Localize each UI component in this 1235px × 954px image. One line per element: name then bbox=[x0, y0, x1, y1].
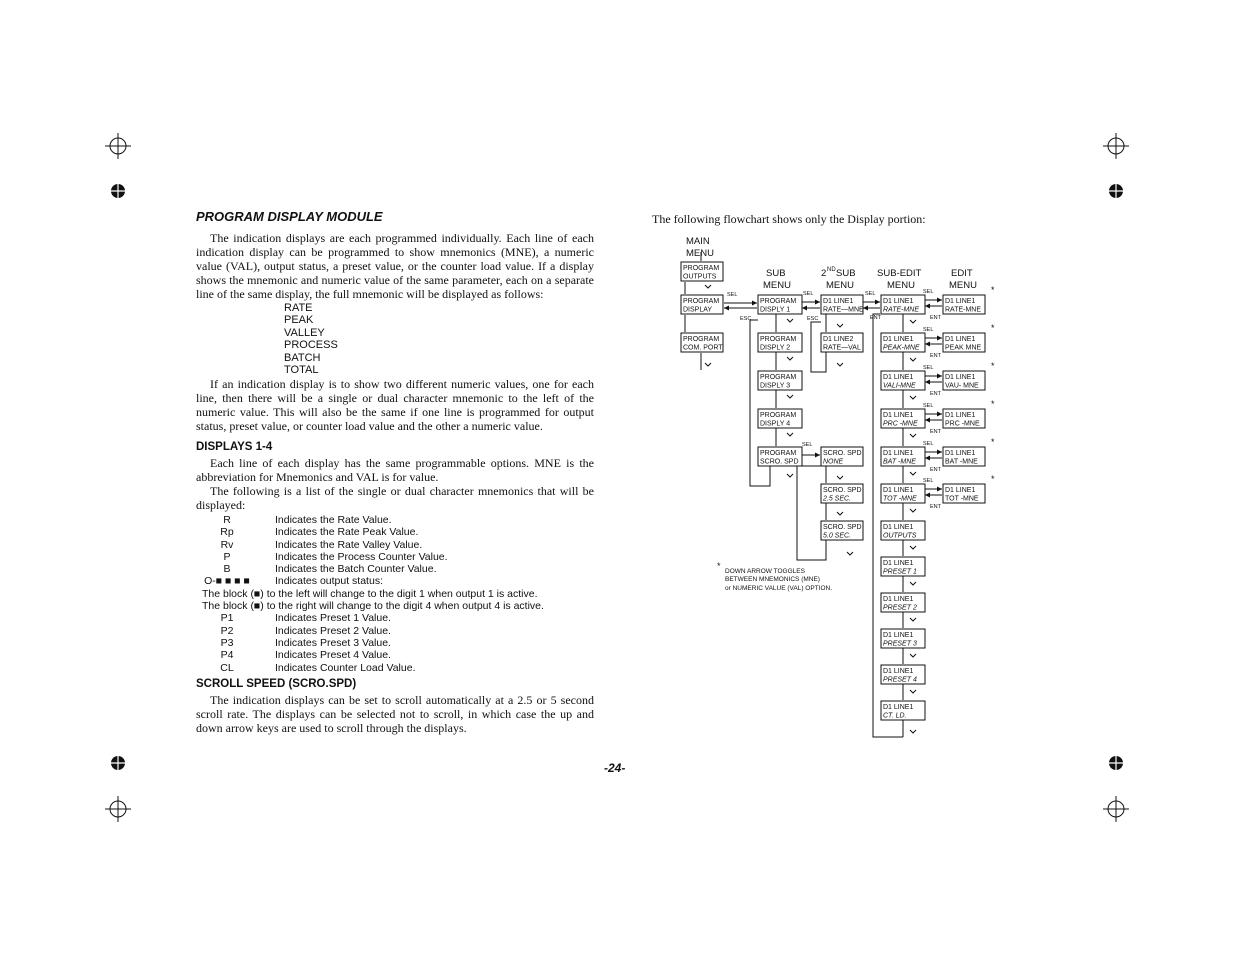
key-label-ent: ENT bbox=[930, 391, 941, 397]
box-line-2: PRESET 1 bbox=[883, 568, 917, 576]
box-line-2: NONE bbox=[823, 458, 844, 466]
second-paragraph: If an indication display is to show two different numeric values, one for each line, then there will be a single or dual character mnemonic to the left of the numeric value. This will also be the same if one line is programmed for output status, preset value, or counter load value and the other a numeric value. bbox=[196, 377, 594, 433]
box-line-1: D1 LINE1 bbox=[883, 336, 914, 343]
box-line-2: DISPLY 4 bbox=[760, 420, 791, 428]
code-cell: B bbox=[223, 563, 231, 576]
key-label-ent: ENT bbox=[870, 315, 881, 321]
box-line-2: DISPLY 2 bbox=[760, 344, 791, 352]
box-line-2: 5.0 SEC. bbox=[823, 532, 852, 540]
footnote-line: DOWN ARROW TOGGLES bbox=[725, 568, 805, 575]
box-line-1: PROGRAM bbox=[683, 298, 720, 305]
down-arrow-icon bbox=[787, 319, 793, 322]
box-line-1: SCRO. SPD bbox=[823, 487, 862, 494]
down-arrow-icon bbox=[705, 285, 711, 288]
down-arrow-icon bbox=[787, 357, 793, 360]
right-arrow-icon bbox=[937, 412, 942, 417]
box-line-1: D1 LINE1 bbox=[883, 374, 914, 381]
box-line-2: BAT -MNE bbox=[883, 458, 916, 466]
key-label-ent: ENT bbox=[930, 467, 941, 473]
column-header: 2 bbox=[821, 268, 827, 279]
column-header: MENU bbox=[763, 280, 791, 291]
box-line-2: PRESET 2 bbox=[883, 604, 917, 612]
scroll-paragraph: The indication displays can be set to scroll automatically at a 2.5 or 5 second scroll rate. The displays can be selected not to scroll, in which case the up and down arrow keys are used to scroll through the displays. bbox=[196, 693, 594, 735]
key-label-ent: ENT bbox=[930, 353, 941, 359]
column-header: MAIN bbox=[686, 236, 710, 247]
connector-line bbox=[797, 466, 826, 560]
column-header: ND bbox=[827, 267, 836, 273]
key-label-sel: SEL bbox=[923, 289, 934, 295]
column-header: EDIT bbox=[951, 268, 973, 279]
key-label-sel: SEL bbox=[865, 291, 876, 297]
box-line-2: 2.5 SEC. bbox=[823, 495, 852, 503]
box-line-2: PEAK MNE bbox=[945, 344, 982, 352]
box-line-2: OUTPUTS bbox=[883, 532, 917, 540]
asterisk-note-marker: * bbox=[991, 399, 995, 409]
down-arrow-icon bbox=[910, 434, 916, 437]
key-label-sel: SEL bbox=[923, 327, 934, 333]
key-label-ent: ENT bbox=[930, 504, 941, 510]
down-arrow-icon bbox=[910, 396, 916, 399]
column-header: MENU bbox=[949, 280, 977, 291]
desc-cell: Indicates Preset 3 Value. bbox=[275, 636, 391, 649]
asterisk-note-marker: * bbox=[991, 323, 995, 333]
box-line-1: D1 LINE1 bbox=[945, 336, 976, 343]
desc-cell: Indicates the Process Counter Value. bbox=[275, 550, 448, 563]
box-line-1: PROGRAM bbox=[760, 450, 797, 457]
down-arrow-icon bbox=[787, 474, 793, 477]
list-item: VALLEY bbox=[284, 326, 325, 339]
box-line-1: D1 LINE1 bbox=[883, 668, 914, 675]
down-arrow-icon bbox=[910, 690, 916, 693]
box-line-2: VAU- MNE bbox=[945, 382, 979, 390]
key-label-ent: ENT bbox=[930, 429, 941, 435]
box-line-2: PRESET 4 bbox=[883, 676, 917, 684]
code-cell: Rv bbox=[220, 538, 234, 551]
right-arrow-icon bbox=[815, 300, 820, 305]
box-line-2: OUTPUTS bbox=[683, 273, 717, 281]
list-item: PROCESS bbox=[284, 339, 338, 352]
box-line-2: COM. PORT bbox=[683, 344, 723, 352]
code-cell: Rp bbox=[220, 526, 234, 539]
down-arrow-icon bbox=[847, 552, 853, 555]
down-arrow-icon bbox=[837, 363, 843, 366]
column-header: MENU bbox=[686, 248, 714, 259]
box-line-1: D1 LINE1 bbox=[883, 298, 914, 305]
asterisk-note-marker: * bbox=[991, 285, 995, 295]
section-heading: DISPLAYS 1-4 bbox=[196, 441, 273, 453]
note-text: The block (■) to the left will change to the digit 1 when output 1 is active. bbox=[202, 587, 538, 600]
box-line-1: SCRO. SPD bbox=[823, 524, 862, 531]
page-number: -24- bbox=[604, 761, 626, 775]
desc-cell: Indicates Counter Load Value. bbox=[275, 661, 416, 674]
right-arrow-icon bbox=[937, 298, 942, 303]
key-label-esc: ESC bbox=[740, 316, 752, 322]
box-line-1: PROGRAM bbox=[683, 265, 720, 272]
left-arrow-icon bbox=[802, 306, 807, 311]
right-arrow-icon bbox=[937, 487, 942, 492]
list-item: BATCH bbox=[284, 351, 321, 364]
box-line-2: DISPLY 3 bbox=[760, 382, 791, 390]
footnote-line: or NUMERIC VALUE (VAL) OPTION. bbox=[725, 585, 833, 592]
code-cell: P3 bbox=[220, 636, 234, 649]
right-arrow-icon bbox=[815, 453, 820, 458]
key-label-sel: SEL bbox=[923, 441, 934, 447]
down-arrow-icon bbox=[910, 472, 916, 475]
down-arrow-icon bbox=[910, 730, 916, 733]
box-line-1: D1 LINE1 bbox=[883, 412, 914, 419]
desc-cell: Indicates the Rate Value. bbox=[275, 514, 392, 526]
box-line-1: PROGRAM bbox=[760, 374, 797, 381]
key-label-esc: ESC bbox=[807, 316, 819, 322]
box-line-1: D1 LINE1 bbox=[945, 412, 976, 419]
key-label-sel: SEL bbox=[802, 442, 813, 448]
list-item: TOTAL bbox=[284, 364, 319, 377]
down-arrow-icon bbox=[837, 476, 843, 479]
desc-cell: Indicates Preset 4 Value. bbox=[275, 649, 391, 662]
left-arrow-icon bbox=[925, 342, 930, 347]
box-line-2: RATE—MNE bbox=[823, 306, 864, 314]
box-line-1: D1 LINE1 bbox=[883, 632, 914, 639]
box-line-1: D1 LINE2 bbox=[823, 336, 854, 343]
box-line-2: PRC -MNE bbox=[945, 420, 980, 428]
code-cell: P1 bbox=[220, 612, 234, 625]
box-line-1: PROGRAM bbox=[683, 336, 720, 343]
code-cell: P4 bbox=[220, 649, 234, 662]
down-arrow-icon bbox=[705, 363, 711, 366]
down-arrow-icon bbox=[910, 320, 916, 323]
desc-cell: Indicates the Rate Peak Value. bbox=[275, 526, 419, 539]
left-arrow-icon bbox=[925, 304, 930, 309]
code-cell: R bbox=[223, 514, 231, 526]
box-line-1: SCRO. SPD bbox=[823, 450, 862, 457]
box-line-2: DISPLAY bbox=[683, 306, 713, 314]
down-arrow-icon bbox=[910, 654, 916, 657]
down-arrow-icon bbox=[837, 324, 843, 327]
box-line-2: PEAK-MNE bbox=[883, 344, 920, 352]
code-cell: CL bbox=[220, 661, 234, 674]
list-item: RATE bbox=[284, 302, 313, 314]
down-arrow-icon bbox=[787, 433, 793, 436]
asterisk-note-marker: * bbox=[991, 437, 995, 447]
code-cell: O-■ ■ ■ ■ bbox=[204, 575, 250, 588]
desc-cell: Indicates output status: bbox=[275, 575, 383, 588]
box-line-2: RATE-MNE bbox=[945, 306, 982, 314]
box-line-1: D1 LINE1 bbox=[945, 450, 976, 457]
box-line-1: PROGRAM bbox=[760, 412, 797, 419]
box-line-1: PROGRAM bbox=[760, 336, 797, 343]
flowchart-intro: The following flowchart shows only the Display portion: bbox=[652, 212, 926, 226]
right-arrow-icon bbox=[937, 336, 942, 341]
down-arrow-icon bbox=[910, 509, 916, 512]
key-label-ent: ENT bbox=[930, 315, 941, 321]
footnote-line: BETWEEN MNEMONICS (MNE) bbox=[725, 576, 820, 583]
box-line-1: D1 LINE1 bbox=[883, 596, 914, 603]
left-arrow-icon bbox=[925, 456, 930, 461]
column-header: SUB-EDIT bbox=[877, 268, 922, 279]
column-header: SUB bbox=[836, 268, 856, 279]
left-arrow-icon bbox=[925, 380, 930, 385]
box-line-1: D1 LINE1 bbox=[883, 524, 914, 531]
box-line-1: D1 LINE1 bbox=[883, 450, 914, 457]
asterisk-note-marker: * bbox=[991, 361, 995, 371]
section-heading: SCROLL SPEED (SCRO.SPD) bbox=[196, 678, 357, 690]
box-line-2: RATE-MNE bbox=[883, 306, 920, 314]
down-arrow-icon bbox=[910, 546, 916, 549]
box-line-1: D1 LINE1 bbox=[883, 487, 914, 494]
box-line-1: D1 LINE1 bbox=[945, 298, 976, 305]
asterisk-note-marker: * bbox=[991, 474, 995, 484]
desc-cell: Indicates the Batch Counter Value. bbox=[275, 563, 437, 576]
box-line-2: BAT -MNE bbox=[945, 458, 978, 466]
key-label-sel: SEL bbox=[923, 365, 934, 371]
list-item: PEAK bbox=[284, 314, 314, 327]
box-line-1: D1 LINE1 bbox=[945, 487, 976, 494]
box-line-1: D1 LINE1 bbox=[883, 560, 914, 567]
code-cell: P bbox=[223, 550, 231, 563]
left-arrow-icon bbox=[925, 418, 930, 423]
key-label-sel: SEL bbox=[923, 403, 934, 409]
intro-paragraph: The indication displays are each programmed individually. Each line of each indication display can be programmed to show mnemonics (MNE), a numeric value (VAL), output status, a preset value, or the counter load value. If a display shows the mnemonic and numeric value of the same parameter, each on a separate line of the same display, the full mnemonic will be displayed as follows: bbox=[196, 231, 594, 301]
box-line-2: TOT -MNE bbox=[945, 495, 979, 503]
code-cell: P2 bbox=[220, 624, 234, 637]
column-header: SUB bbox=[766, 268, 786, 279]
box-line-2: SCRO. SPD bbox=[760, 458, 799, 466]
down-arrow-icon bbox=[910, 358, 916, 361]
box-line-2: RATE—VAL bbox=[823, 344, 861, 352]
box-line-2: PRESET 3 bbox=[883, 640, 917, 648]
key-label-sel: SEL bbox=[727, 292, 738, 298]
key-label-sel: SEL bbox=[803, 291, 814, 297]
right-arrow-icon bbox=[875, 300, 880, 305]
box-line-2: VALI-MNE bbox=[883, 382, 916, 390]
left-arrow-icon bbox=[863, 306, 868, 311]
displays-paragraph: Each line of each display has the same programmable options. MNE is the abbreviation for Mnemonics and VAL is for value. The following is a list of the single or dual character mnemonics that will be displayed: bbox=[196, 456, 594, 512]
box-line-1: D1 LINE1 bbox=[823, 298, 854, 305]
down-arrow-icon bbox=[910, 618, 916, 621]
page-title: PROGRAM DISPLAY MODULE bbox=[196, 209, 383, 224]
column-header: MENU bbox=[887, 280, 915, 291]
left-arrow-icon bbox=[724, 306, 729, 311]
down-arrow-icon bbox=[910, 582, 916, 585]
down-arrow-icon bbox=[837, 512, 843, 515]
left-arrow-icon bbox=[925, 493, 930, 498]
key-label-sel: SEL bbox=[923, 478, 934, 484]
desc-cell: Indicates Preset 2 Value. bbox=[275, 624, 391, 637]
right-arrow-icon bbox=[937, 374, 942, 379]
box-line-2: CT. LD. bbox=[883, 712, 907, 720]
right-arrow-icon bbox=[752, 301, 757, 306]
column-header: MENU bbox=[826, 280, 854, 291]
down-arrow-icon bbox=[787, 395, 793, 398]
box-line-1: D1 LINE1 bbox=[883, 704, 914, 711]
box-line-1: D1 LINE1 bbox=[945, 374, 976, 381]
desc-cell: Indicates the Rate Valley Value. bbox=[275, 538, 423, 551]
box-line-2: DISPLY 1 bbox=[760, 306, 791, 314]
box-line-2: TOT -MNE bbox=[883, 495, 917, 503]
right-arrow-icon bbox=[937, 450, 942, 455]
note-text: The block (■) to the right will change to the digit 4 when output 4 is active. bbox=[202, 600, 544, 613]
desc-cell: Indicates Preset 1 Value. bbox=[275, 612, 391, 625]
box-line-2: PRC -MNE bbox=[883, 420, 918, 428]
box-line-1: PROGRAM bbox=[760, 298, 797, 305]
asterisk-note-marker: * bbox=[717, 561, 721, 571]
